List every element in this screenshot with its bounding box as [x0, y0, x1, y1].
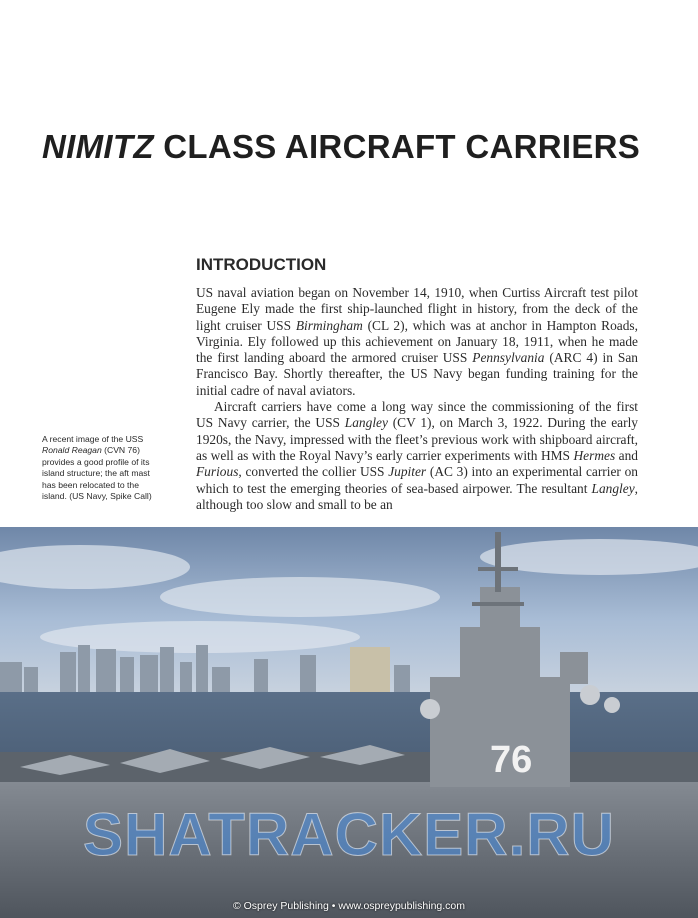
- paragraph: [196, 285, 638, 399]
- text-run: A recent image of the USS: [42, 434, 144, 444]
- italic-text: Pennsylvania: [472, 350, 545, 366]
- italic-text: Furious: [196, 464, 239, 480]
- text-run: (CVN 76) provides a good profile of its island structure; the aft mast has been relocated to the island. (US Navy, Spike Call): [42, 445, 152, 502]
- italic-text: Hermes: [573, 447, 616, 463]
- text-run: US naval aviation began on November 14, 1910, when Curtiss Aircraft test pilot Eugene Ely made the first ship-launched flight in history, from the deck of the light cruiser USS: [196, 285, 638, 333]
- watermark: SHATRACKER.RU: [83, 801, 615, 868]
- italic-text: Langley: [344, 415, 388, 431]
- section-heading: INTRODUCTION: [196, 255, 327, 274]
- body-text: [196, 285, 638, 513]
- text-run: (AC 3) into an experimental carrier on which to test the emerging theories of sea-based airpower. The resultant: [196, 464, 638, 496]
- italic-text: Langley: [591, 480, 635, 496]
- photo-caption: [42, 434, 166, 502]
- italic-text: Birmingham: [295, 317, 363, 333]
- italic-text: Jupiter: [388, 464, 427, 480]
- copyright-notice: © Osprey Publishing • www.ospreypublishing.com: [232, 900, 465, 912]
- hull-number: 76: [490, 739, 533, 781]
- text-run: (CL 2), which was at anchor in Hampton Roads, Virginia. Ely followed up this achievement on January 18, 1911, when he made the first landing aboard the armored cruiser USS: [196, 317, 638, 366]
- text-run: Aircraft carriers have come a long way since the commissioning of the first US Navy carrier, the USS: [196, 399, 638, 431]
- text-run: (CV 1), on March 3, 1922. During the early 1920s, the Navy, impressed with the fleet’s previous work with shipboard aircraft, as well as with the Royal Navy’s early carrier experiments with HMS: [196, 415, 638, 463]
- chapter-title-rest: CLASS AIRCRAFT CARRIERS: [153, 128, 641, 165]
- text-run: , although too slow and small to be an: [196, 480, 638, 512]
- text-run: , converted the collier USS: [238, 464, 389, 480]
- chapter-title-class: NIMITZ: [42, 128, 154, 165]
- italic-text: Ronald Reagan: [42, 445, 102, 456]
- paragraph: [196, 399, 638, 513]
- chapter-title: [42, 128, 640, 166]
- text-run: and: [615, 447, 638, 463]
- text-run: (ARC 4) in San Francisco Bay. Shortly thereafter, the US Navy began funding training for the initial cadre of naval aviators.: [196, 350, 638, 398]
